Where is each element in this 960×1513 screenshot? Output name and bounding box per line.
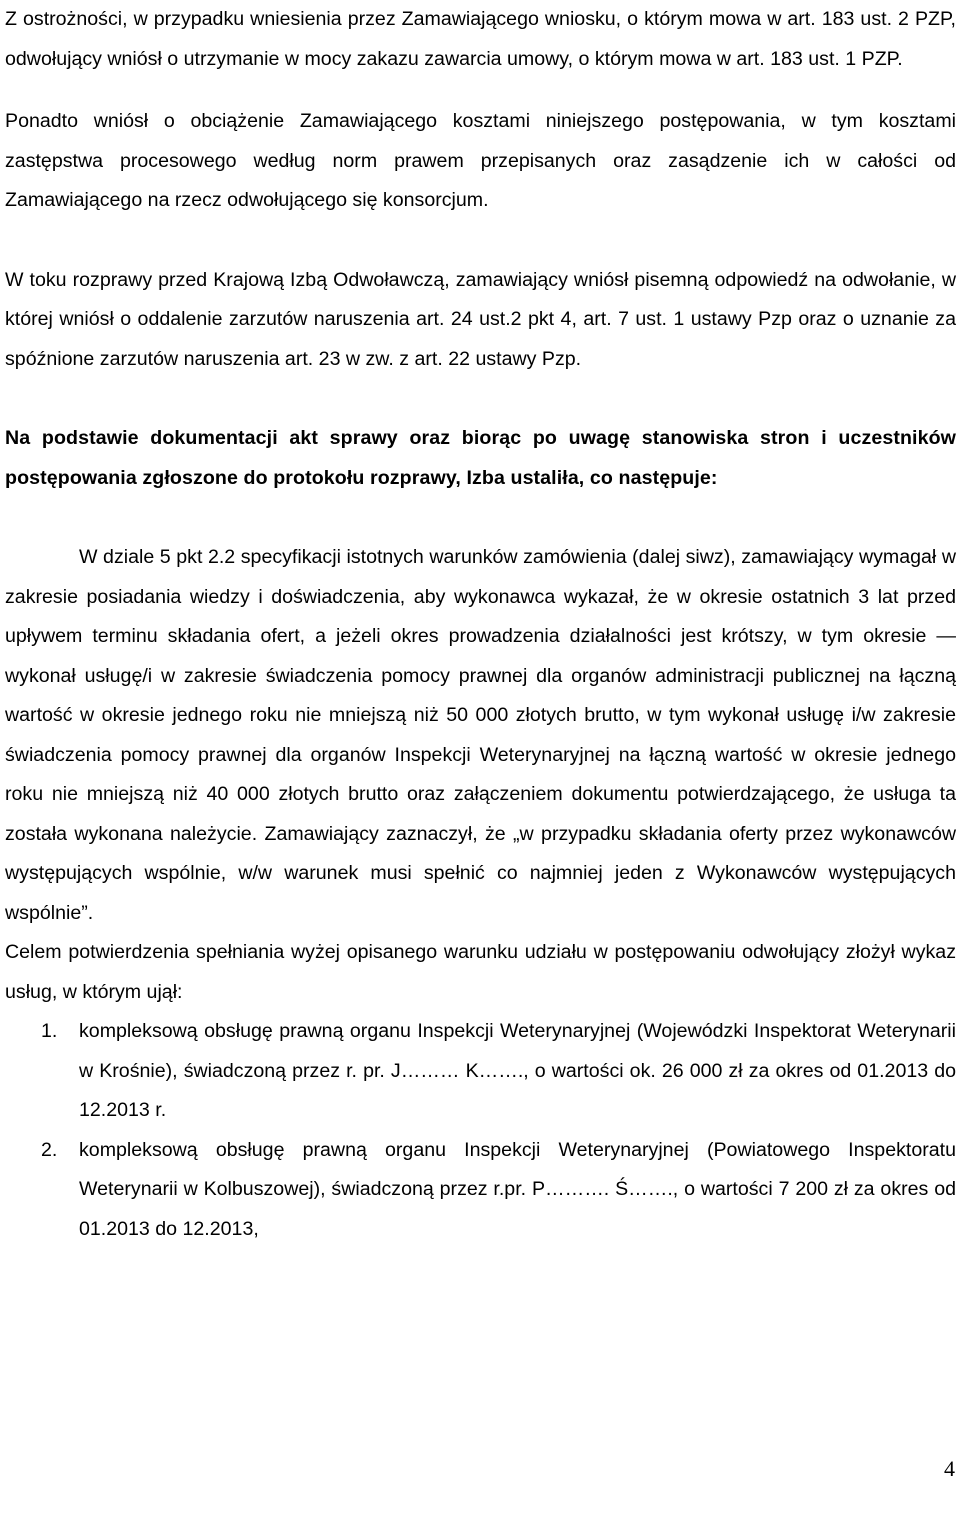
list-item bbox=[5, 1012, 956, 1131]
services-list bbox=[5, 1012, 956, 1249]
paragraph-siwz-requirement: W dziale 5 pkt 2.2 specyfikacji istotnych warunków zamówienia (dalej siwz), zamawiający wymagał w zakresie posiadania wiedzy i doświadczenia, aby wykonawca wykazał, że w okresie ostatnich 3 lat przed upływem terminu składania ofert, a jeżeli okres prowadzenia działalności jest krótszy, w tym okresie — wykonał usługę/i w zakresie świadczenia pomocy prawnej dla organów administracji publicznej na łączną wartość w okresie jednego roku nie mniejszą niż 50 000 złotych brutto, w tym wykonał usługę i/w zakresie świadczenia pomocy prawnej dla organów Inspekcji Weterynaryjnej na łączną wartość w okresie jednego roku nie mniejszą niż 40 000 złotych brutto oraz załączeniem dokumentu potwierdzającego, że usługa ta została wykonana należycie. Zamawiający zaznaczył, że „w przypadku składania oferty przez wykonawców występujących wspólnie, w/w warunek musi spełnić co najmniej jeden z Wykonawców występujących wspólnie”. bbox=[5, 546, 956, 924]
document-page bbox=[5, 0, 956, 1249]
list-item-number: 1. bbox=[41, 1020, 58, 1042]
paragraph-findings-heading: Na podstawie dokumentacji akt sprawy oraz biorąc po uwagę stanowiska stron i uczestników postępowania zgłoszone do protokołu rozprawy, Izba ustaliła, co następuje: bbox=[5, 427, 956, 489]
paragraph-precaution: Z ostrożności, w przypadku wniesienia przez Zamawiającego wniosku, o którym mowa w art. 183 ust. 2 PZP, odwołujący wniósł o utrzymanie w mocy zakazu zawarcia umowy, o którym mowa w art. 183 ust. 1 PZP. bbox=[5, 8, 956, 70]
list-item-text: kompleksową obsługę prawną organu Inspekcji Weterynaryjnej (Wojewódzki Inspektorat Weterynarii w Krośnie), świadczoną przez r. pr. J……… K……., o wartości ok. 26 000 zł za okres od 01.2013 do 12.2013 r. bbox=[79, 1020, 956, 1121]
list-item-number: 2. bbox=[41, 1138, 58, 1161]
paragraph-costs: Ponadto wniósł o obciążenie Zamawiającego kosztami niniejszego postępowania, w tym kosztami zastępstwa procesowego według norm prawem przepisanych oraz zasądzenie ich w całości od Zamawiającego na rzecz odwołującego się konsorcjum. bbox=[5, 110, 956, 211]
paragraph-services-list-intro: Celem potwierdzenia spełniania wyżej opisanego warunku udziału w postępowaniu odwołujący złożył wykaz usług, w którym ujął: bbox=[5, 941, 956, 1003]
paragraph-hearing: W toku rozprawy przed Krajową Izbą Odwoławczą, zamawiający wniósł pisemną odpowiedź na odwołanie, w której wniósł o oddalenie zarzutów naruszenia art. 24 ust.2 pkt 4, art. 7 ust. 1 ustawy Pzp oraz o uznanie za spóźnione zarzutów naruszenia art. 23 w zw. z art. 22 ustawy Pzp. bbox=[5, 268, 956, 370]
page-number: 4 bbox=[944, 1456, 955, 1481]
list-item-text: kompleksową obsługę prawną organu Inspekcji Weterynaryjnej (Powiatowego Inspektoratu Weterynarii w Kolbuszowej), świadczoną przez r.pr. P………. Ś……., o wartości 7 200 zł za okres od 01.2013 do 12.2013, bbox=[79, 1138, 956, 1240]
list-item bbox=[5, 1131, 956, 1250]
